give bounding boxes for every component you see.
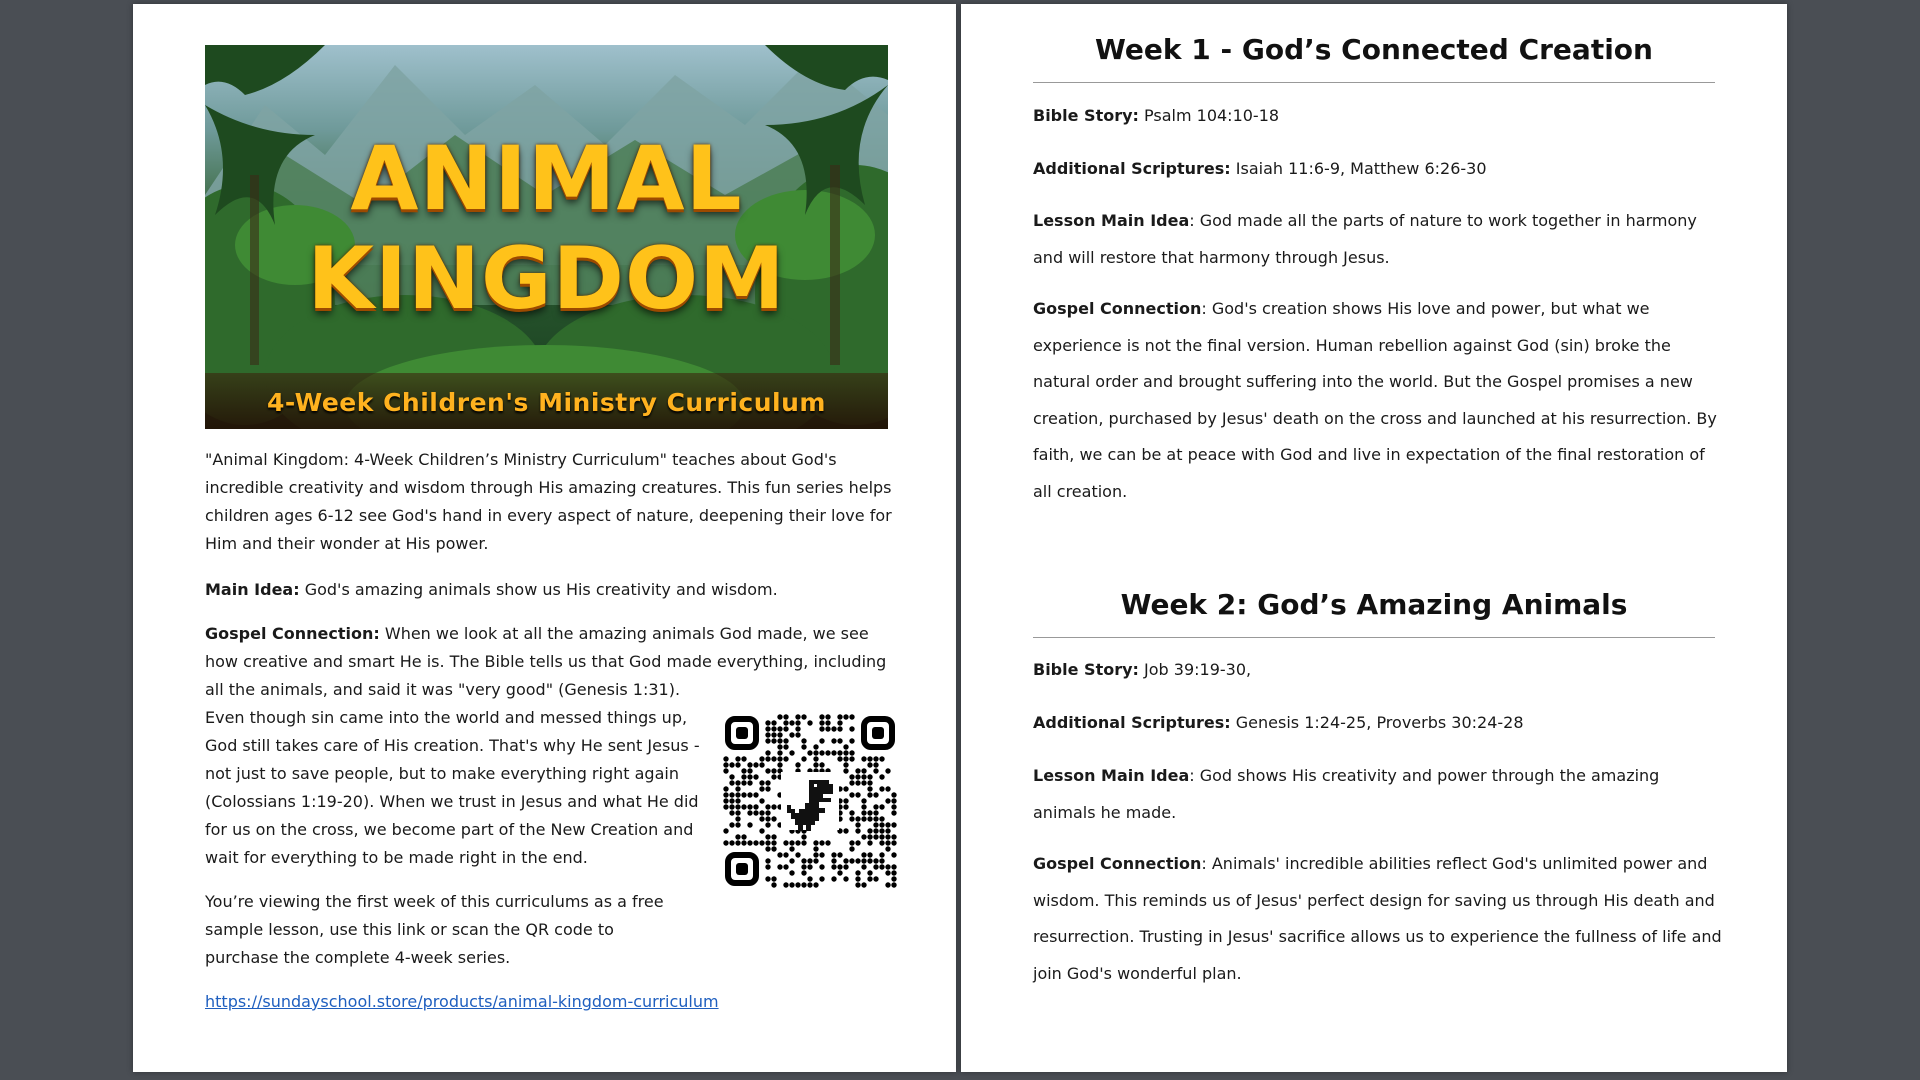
- week2-additional-text: Genesis 1:24-25, Proverbs 30:24-28: [1230, 713, 1524, 732]
- intro-paragraph: "Animal Kingdom: 4-Week Children’s Ministry Curriculum" teaches about God's incredible creativity and wisdom through His amazing creatures. This fun series helps children ages 6-12 see God's hand in every aspect of nature, deepening their love for Him and their wonder at His power.: [205, 450, 892, 553]
- week2-main-idea: [1033, 758, 1723, 831]
- week2-gospel-label: Gospel Connection: [1033, 854, 1202, 873]
- document-page-right: [961, 4, 1787, 1072]
- week2-divider: [1033, 637, 1715, 638]
- gospel-paragraph: [205, 620, 905, 704]
- week1-gospel-text: : God's creation shows His love and power, but what we experience is not the final version. Human rebellion against God (sin) broke the natural order and brought suffering into the world. But the Gospel promises a new creation, purchased by Jesus' death on the cross and launched at his resurrection. By faith, we can be at peace with God and live in expectation of the final restoration of all creation.: [1033, 299, 1717, 501]
- week1-story-label: Bible Story:: [1033, 106, 1139, 125]
- main-idea-label: Main Idea:: [205, 580, 300, 599]
- week1-bible-story: [1033, 98, 1723, 135]
- week2-additional-label: Additional Scriptures:: [1033, 713, 1231, 732]
- week1-main-idea: [1033, 203, 1723, 276]
- week1-story-text: Psalm 104:10-18: [1138, 106, 1280, 125]
- purchase-link[interactable]: https://sundayschool.store/products/animal-kingdom-curriculum: [205, 992, 719, 1011]
- cover-title-line2: KINGDOM: [307, 229, 786, 329]
- week2-idea-text: : God shows His creativity and power through the amazing animals he made.: [1033, 766, 1660, 822]
- week1-idea-text: : God made all the parts of nature to work together in harmony and will restore that harmony through Jesus.: [1033, 211, 1697, 267]
- cta-paragraph: You’re viewing the first week of this curriculums as a free sample lesson, use this link or scan the QR code to purchase the complete 4-week series.: [205, 892, 664, 967]
- gospel-label: Gospel Connection:: [205, 624, 380, 643]
- cover-image: [205, 45, 888, 429]
- week1-idea-label: Lesson Main Idea: [1033, 211, 1190, 230]
- main-idea-paragraph: [205, 576, 905, 604]
- week1-additional-label: Additional Scriptures:: [1033, 159, 1231, 178]
- week2-idea-label: Lesson Main Idea: [1033, 766, 1190, 785]
- week1-gospel-label: Gospel Connection: [1033, 299, 1202, 318]
- week2-gospel-connection: [1033, 846, 1723, 992]
- cover-subtitle: 4-Week Children's Ministry Curriculum: [267, 388, 826, 417]
- week2-story-label: Bible Story:: [1033, 660, 1139, 679]
- week1-additional-scriptures: [1033, 151, 1723, 188]
- week2-bible-story: [1033, 652, 1723, 689]
- cover-title-line1: ANIMAL: [350, 127, 743, 230]
- main-idea-text: God's amazing animals show us His creativity and wisdom.: [299, 580, 778, 599]
- week2-additional-scriptures: [1033, 705, 1723, 742]
- week2-story-text: Job 39:19-30,: [1138, 660, 1252, 679]
- week2-gospel-text: : Animals' incredible abilities reflect God's unlimited power and wisdom. This reminds us of Jesus' perfect design for saving us through His death and resurrection. Trusting in Jesus' sacrifice allows us to experience the fullness of life and join God's wonderful plan.: [1033, 854, 1722, 983]
- gospel-text-a: When we look at all the amazing animals God made, we see how creative and smart He is. The Bible tells us that God made everything, including all the animals, and said it was "very good" (Genesis 1:31).: [205, 624, 887, 699]
- week1-gospel-connection: [1033, 291, 1723, 510]
- qr-code[interactable]: [723, 714, 897, 888]
- dinosaur-icon: [781, 772, 839, 831]
- document-page-left: [133, 4, 956, 1072]
- week1-divider: [1033, 82, 1715, 83]
- gospel-paragraph-continued: Even though sin came into the world and messed things up, God still takes care of His creation. That's why He sent Jesus - not just to save people, but to make everything right again (Colossians 1:19-20). When we trust in Jesus and what He did for us on the cross, we become part of the New Creation and wait for everything to be made right in the end.: [205, 708, 700, 867]
- week1-additional-text: Isaiah 11:6-9, Matthew 6:26-30: [1230, 159, 1487, 178]
- week2-title: Week 2: God’s Amazing Animals: [1120, 588, 1628, 621]
- week1-title: Week 1 - God’s Connected Creation: [1095, 33, 1653, 66]
